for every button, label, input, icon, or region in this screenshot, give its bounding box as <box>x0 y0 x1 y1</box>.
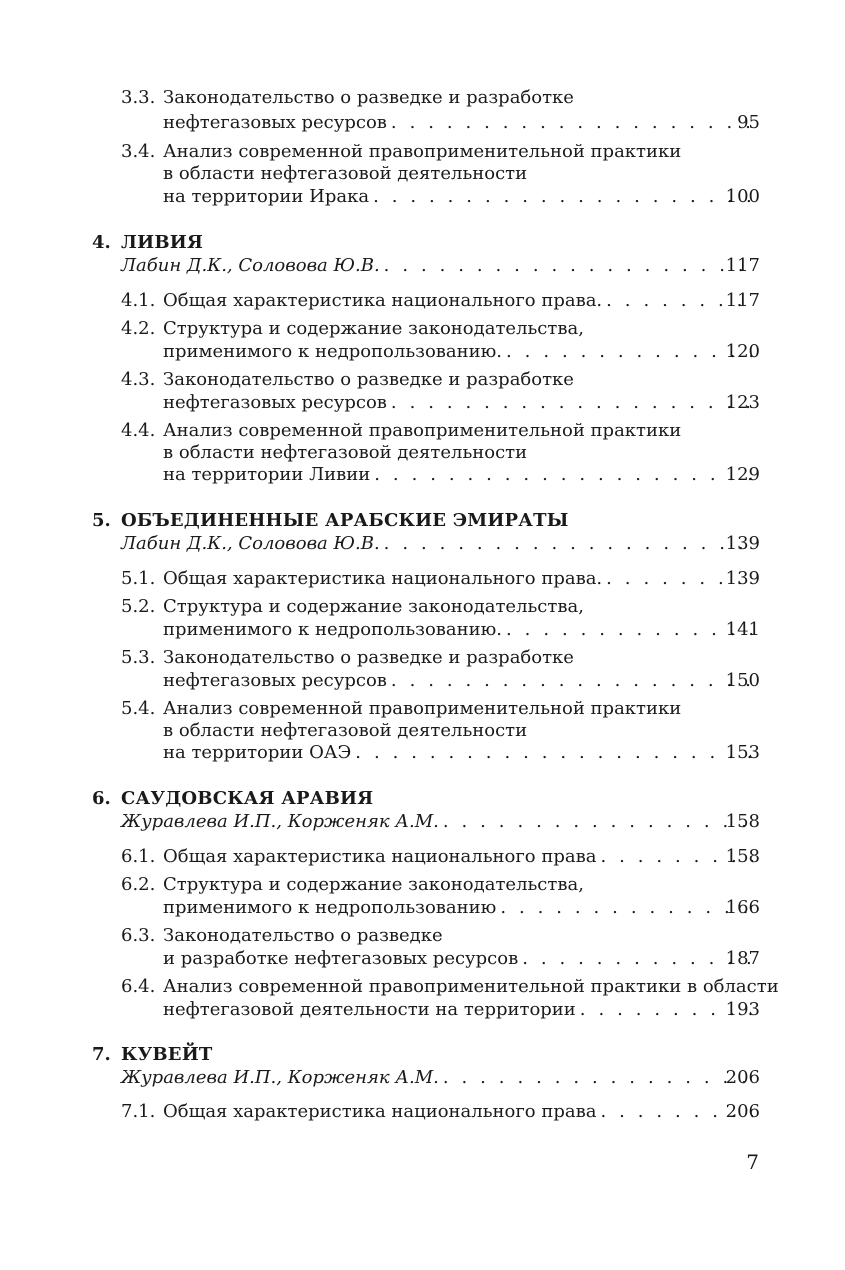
chapter-authors: Лабин Д.К., Соловова Ю.В. <box>121 533 380 554</box>
entry-title-line: на территории Ливии <box>163 464 371 485</box>
entry-number: 4.1. <box>121 290 156 311</box>
entry-title-line: Структура и содержание законодательства, <box>163 318 584 339</box>
entry-title-line: Анализ современной правоприменительной практики <box>163 420 682 441</box>
page-number: 206 <box>725 1101 760 1122</box>
entry-title-line: Анализ современной правоприменительной практики <box>163 698 682 719</box>
page-number: 206 <box>725 1067 760 1088</box>
toc-entry-5-1 <box>0 567 845 591</box>
page-number: 153 <box>725 742 760 763</box>
dot-leader <box>384 532 753 556</box>
entry-title-line: Законодательство о разведке <box>163 925 443 946</box>
toc-entry-5-4-lead <box>0 741 845 765</box>
page-number: 158 <box>725 846 760 867</box>
page-number: 141 <box>725 619 760 640</box>
entry-title-line: Общая характеристика национального права. <box>163 568 603 589</box>
page-number: 139 <box>725 533 760 554</box>
toc-entry-3-4-lead <box>0 185 845 209</box>
entry-title-line: Анализ современной правоприменительной практики <box>163 141 682 162</box>
toc-entry-4-2 <box>0 317 845 341</box>
page-number: 129 <box>725 464 760 485</box>
toc-entry-4-4-lead <box>0 463 845 487</box>
chapter-number: 4. <box>92 232 111 253</box>
entry-number: 5.3. <box>121 647 156 668</box>
toc-entry-3-3-lead <box>0 111 845 135</box>
entry-title-line: применимого к недропользованию <box>163 897 497 918</box>
page-number: 100 <box>725 186 760 207</box>
toc-entry-4-4 <box>0 419 845 443</box>
toc-entry-4-3-lead <box>0 391 845 415</box>
entry-number: 6.1. <box>121 846 156 867</box>
entry-title-line: Общая характеристика национального права <box>163 846 597 867</box>
chapter-heading-5 <box>0 509 845 533</box>
entry-number: 4.2. <box>121 318 156 339</box>
entry-title-line: на территории Ирака <box>163 186 370 207</box>
chapter-number: 5. <box>92 510 111 531</box>
dot-leader <box>373 185 753 209</box>
toc-entry-5-3-lead <box>0 669 845 693</box>
chapter-title: ЛИВИЯ <box>121 232 204 253</box>
page-number: 193 <box>725 999 760 1020</box>
page-number: 95 <box>737 112 760 133</box>
entry-title-line: Анализ современной правоприменительной практики в области <box>163 976 779 997</box>
chapter-authors-5 <box>0 532 845 556</box>
entry-title-line: в области нефтегазовой деятельности <box>163 720 528 741</box>
toc-entry-5-2-lead <box>0 618 845 642</box>
toc-entry-6-3-lead <box>0 947 845 971</box>
entry-title-line: применимого к недропользованию. <box>163 341 503 362</box>
entry-title-line: в области нефтегазовой деятельности <box>163 163 528 184</box>
dot-leader <box>391 669 753 693</box>
entry-title-line: нефтегазовых ресурсов <box>163 670 387 691</box>
entry-title-line: нефтегазовой деятельности на территории <box>163 999 576 1020</box>
chapter-number: 6. <box>92 788 111 809</box>
entry-number: 6.2. <box>121 874 156 895</box>
page-number: 166 <box>725 897 760 918</box>
dot-leader <box>391 391 753 415</box>
entry-title-line: Законодательство о разведке и разработке <box>163 647 574 668</box>
dot-leader <box>374 463 753 487</box>
toc-entry-3-4-line2 <box>0 162 845 186</box>
folio-page-number: 7 <box>746 1150 759 1174</box>
entry-title-line: нефтегазовых ресурсов <box>163 392 387 413</box>
entry-title-line: в области нефтегазовой деятельности <box>163 442 528 463</box>
toc-entry-5-3 <box>0 646 845 670</box>
entry-number: 3.4. <box>121 141 156 162</box>
toc-entry-4-4-line2 <box>0 441 845 465</box>
page-number: 150 <box>725 670 760 691</box>
chapter-authors: Журавлева И.П., Корженяк А.М. <box>121 1067 439 1088</box>
entry-number: 6.3. <box>121 925 156 946</box>
toc-entry-6-2-lead <box>0 896 845 920</box>
chapter-authors-4 <box>0 254 845 278</box>
chapter-authors: Лабин Д.К., Соловова Ю.В. <box>121 255 380 276</box>
dot-leader <box>391 111 753 135</box>
page-number: 117 <box>725 290 760 311</box>
chapter-title: ОБЪЕДИНЕННЫЕ АРАБСКИЕ ЭМИРАТЫ <box>121 510 569 531</box>
entry-title-line: Законодательство о разведке и разработке <box>163 87 574 108</box>
toc-entry-4-2-lead <box>0 340 845 364</box>
entry-number: 6.4. <box>121 976 156 997</box>
toc-entry-5-4 <box>0 697 845 721</box>
chapter-authors-7 <box>0 1066 845 1090</box>
toc-entry-3-3 <box>0 86 845 110</box>
entry-number: 5.1. <box>121 568 156 589</box>
dot-leader <box>355 741 753 765</box>
chapter-number: 7. <box>92 1044 111 1065</box>
entry-title-line: Структура и содержание законодательства, <box>163 596 584 617</box>
page-number: 139 <box>725 568 760 589</box>
page-number: 158 <box>725 811 760 832</box>
entry-title-line: Законодательство о разведке и разработке <box>163 369 574 390</box>
toc-entry-6-4 <box>0 975 845 999</box>
chapter-authors-6 <box>0 810 845 834</box>
chapter-heading-7 <box>0 1043 845 1067</box>
entry-title-line: нефтегазовых ресурсов <box>163 112 387 133</box>
entry-number: 4.4. <box>121 420 156 441</box>
toc-entry-5-2 <box>0 595 845 619</box>
toc-entry-3-4 <box>0 140 845 164</box>
dot-leader <box>384 254 753 278</box>
entry-number: 5.4. <box>121 698 156 719</box>
chapter-heading-6 <box>0 787 845 811</box>
entry-title-line: на территории ОАЭ <box>163 742 352 763</box>
toc-entry-6-4-lead <box>0 998 845 1022</box>
toc-entry-4-1 <box>0 289 845 313</box>
chapter-heading-4 <box>0 231 845 255</box>
entry-number: 3.3. <box>121 87 156 108</box>
entry-title-line: и разработке нефтегазовых ресурсов <box>163 948 519 969</box>
toc-entry-6-2 <box>0 873 845 897</box>
chapter-title: САУДОВСКАЯ АРАВИЯ <box>121 788 374 809</box>
entry-title-line: Общая характеристика национального права. <box>163 290 603 311</box>
entry-title-line: применимого к недропользованию. <box>163 619 503 640</box>
chapter-authors: Журавлева И.П., Корженяк А.М. <box>121 811 439 832</box>
entry-title-line: Общая характеристика национального права <box>163 1101 597 1122</box>
toc-entry-6-1 <box>0 845 845 869</box>
toc-entry-7-1 <box>0 1100 845 1124</box>
toc-entry-4-3 <box>0 368 845 392</box>
entry-number: 7.1. <box>121 1101 156 1122</box>
toc-entry-6-3 <box>0 924 845 948</box>
page-number: 117 <box>725 255 760 276</box>
page-number: 120 <box>725 341 760 362</box>
toc-entry-5-4-line2 <box>0 719 845 743</box>
page-number: 187 <box>725 948 760 969</box>
entry-number: 5.2. <box>121 596 156 617</box>
entry-title-line: Структура и содержание законодательства, <box>163 874 584 895</box>
page-number: 123 <box>725 392 760 413</box>
entry-number: 4.3. <box>121 369 156 390</box>
chapter-title: КУВЕЙТ <box>121 1044 213 1065</box>
